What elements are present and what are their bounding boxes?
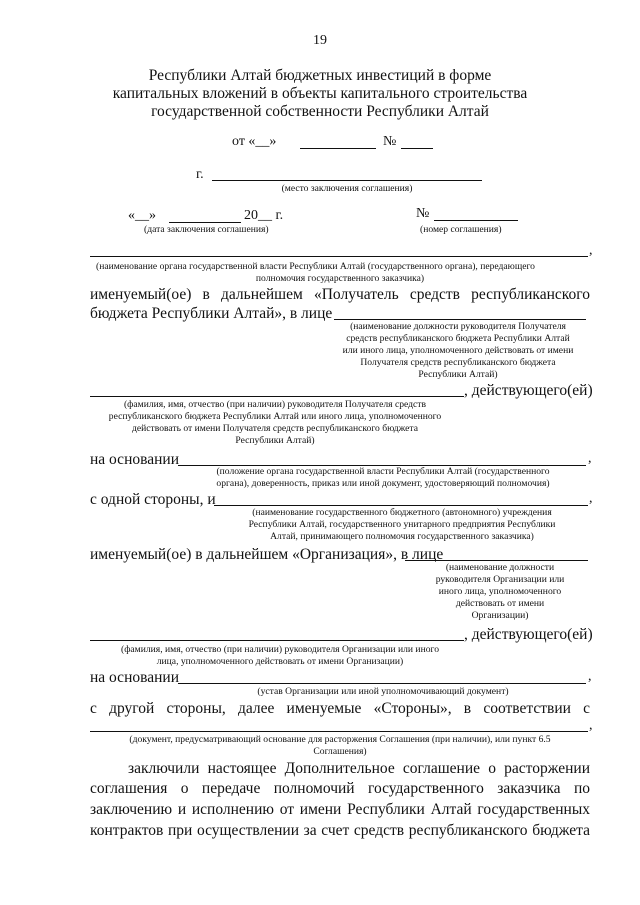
basis-caption-1: (положение органа государственной власти Республики Алтай (государственного	[216, 466, 550, 477]
fio-caption-4: Республики Алтай)	[235, 435, 315, 446]
position-underline	[334, 319, 586, 320]
org-position-caption-1: (наименование должности	[445, 562, 555, 573]
final-line-1: заключили настоящее Дополнительное соглашение о расторжении	[128, 760, 590, 777]
institution-caption-2: Республики Алтай, государственного унитарного предприятия Республики	[248, 519, 556, 530]
org-position-underline	[405, 560, 588, 561]
position-caption-4: Получателя средств республиканского бюджета	[360, 357, 556, 368]
final-line-3: заключению и исполнению от имени Республики Алтай государственных	[90, 801, 590, 818]
agreement-number-sign: №	[416, 206, 430, 221]
basis-caption-2: органа), доверенность, приказ или иной документ, удостоверяющий полномочия)	[216, 478, 550, 489]
doc-caption-1: (документ, предусматривающий основание для расторжения Соглашения (при наличии), или пункт 6.5	[129, 734, 551, 745]
position-caption-5: Республики Алтай)	[418, 369, 498, 380]
charter-caption: (устав Организации или иной уполномочивающий документ)	[257, 686, 509, 697]
position-caption-1: (наименование должности руководителя Получателя	[350, 321, 566, 332]
date-caption: (дата заключения соглашения)	[144, 224, 269, 235]
comma: ,	[589, 491, 593, 506]
other-side-line: с другой стороны, далее именуемые «Стороны», в соответствии с	[90, 700, 590, 717]
comma: ,	[588, 451, 592, 466]
acting-label-2: , действующего(ей)	[464, 626, 593, 643]
position-caption-3: или иного лица, уполномоченного действовать от имени	[342, 345, 574, 356]
organ-caption-2: полномочия государственного заказчика)	[255, 273, 425, 284]
recipient-line-2: бюджета Республики Алтай», в лице	[90, 305, 333, 322]
comma: ,	[588, 669, 592, 684]
number-sign: №	[383, 134, 397, 149]
date-day: «__»	[128, 208, 156, 223]
doc-underline	[90, 731, 588, 732]
from-label: от «__»	[232, 134, 277, 149]
org-fio-caption-2: лица, уполномоченного действовать от имени Организации)	[156, 656, 404, 667]
from-date-underline	[300, 148, 376, 149]
institution-caption-3: Алтай, принимающего полномочия государственного заказчика)	[270, 531, 534, 542]
city-underline	[212, 180, 482, 181]
basis-underline-2	[178, 683, 586, 684]
position-caption-2: средств республиканского бюджета Республики Алтай	[346, 333, 570, 344]
agreement-number-caption: (номер соглашения)	[420, 224, 502, 235]
final-line-2: соглашения о передаче полномочий государственного заказчика по	[90, 780, 590, 797]
basis-label-2: на основании	[90, 669, 179, 686]
date-month-underline	[169, 222, 241, 223]
org-position-caption-3: иного лица, уполномоченного	[438, 586, 562, 597]
fio-caption-3: действовать от имени Получателя средств республиканского бюджета	[132, 423, 418, 434]
institution-caption-1: (наименование государственного бюджетного (автономного) учреждения	[252, 507, 552, 518]
org-fio-caption-1: (фамилия, имя, отчество (при наличии) руководителя Организации или иного	[121, 644, 439, 655]
title-line-2: капитальных вложений в объекты капитального строительства	[112, 85, 528, 102]
organ-caption-1: (наименование органа государственной власти Республики Алтай (государственного органа), передающего	[96, 261, 535, 272]
org-position-caption-2: руководителя Организации или	[435, 574, 565, 585]
city-caption: (место заключения соглашения)	[281, 183, 413, 194]
one-side-label: с одной стороны, и	[90, 491, 216, 508]
doc-caption-2: Соглашения)	[313, 746, 367, 757]
institution-underline	[214, 505, 588, 506]
agreement-number-underline	[434, 220, 518, 221]
comma: ,	[589, 243, 593, 258]
from-number-underline	[401, 148, 433, 149]
fio-caption-1: (фамилия, имя, отчество (при наличии) руководителя Получателя средств	[123, 399, 427, 410]
final-line-4: контрактов при осуществлении за счет средств республиканского бюджета	[90, 822, 590, 839]
page-number: 19	[313, 33, 327, 48]
org-position-caption-4: действовать от имени	[455, 598, 545, 609]
organ-underline	[90, 256, 588, 257]
fio-caption-2: республиканского бюджета Республики Алтай или иного лица, уполномоченного	[108, 411, 442, 422]
basis-label-1: на основании	[90, 451, 179, 468]
date-year: 20__ г.	[244, 208, 284, 223]
fio-underline	[90, 396, 464, 397]
title-line-1: Республики Алтай бюджетных инвестиций в форме	[148, 67, 492, 84]
comma: ,	[589, 718, 593, 733]
recipient-line-1: именуемый(ое) в дальнейшем «Получатель средств республиканского	[90, 286, 590, 303]
city-label: г.	[196, 167, 204, 182]
org-fio-underline	[90, 640, 464, 641]
title-line-3: государственной собственности Республики Алтай	[151, 103, 489, 120]
acting-label-1: , действующего(ей)	[464, 382, 593, 399]
organization-named-line: именуемый(ое) в дальнейшем «Организация», в лице	[90, 546, 444, 563]
org-position-caption-5: Организации)	[471, 610, 529, 621]
